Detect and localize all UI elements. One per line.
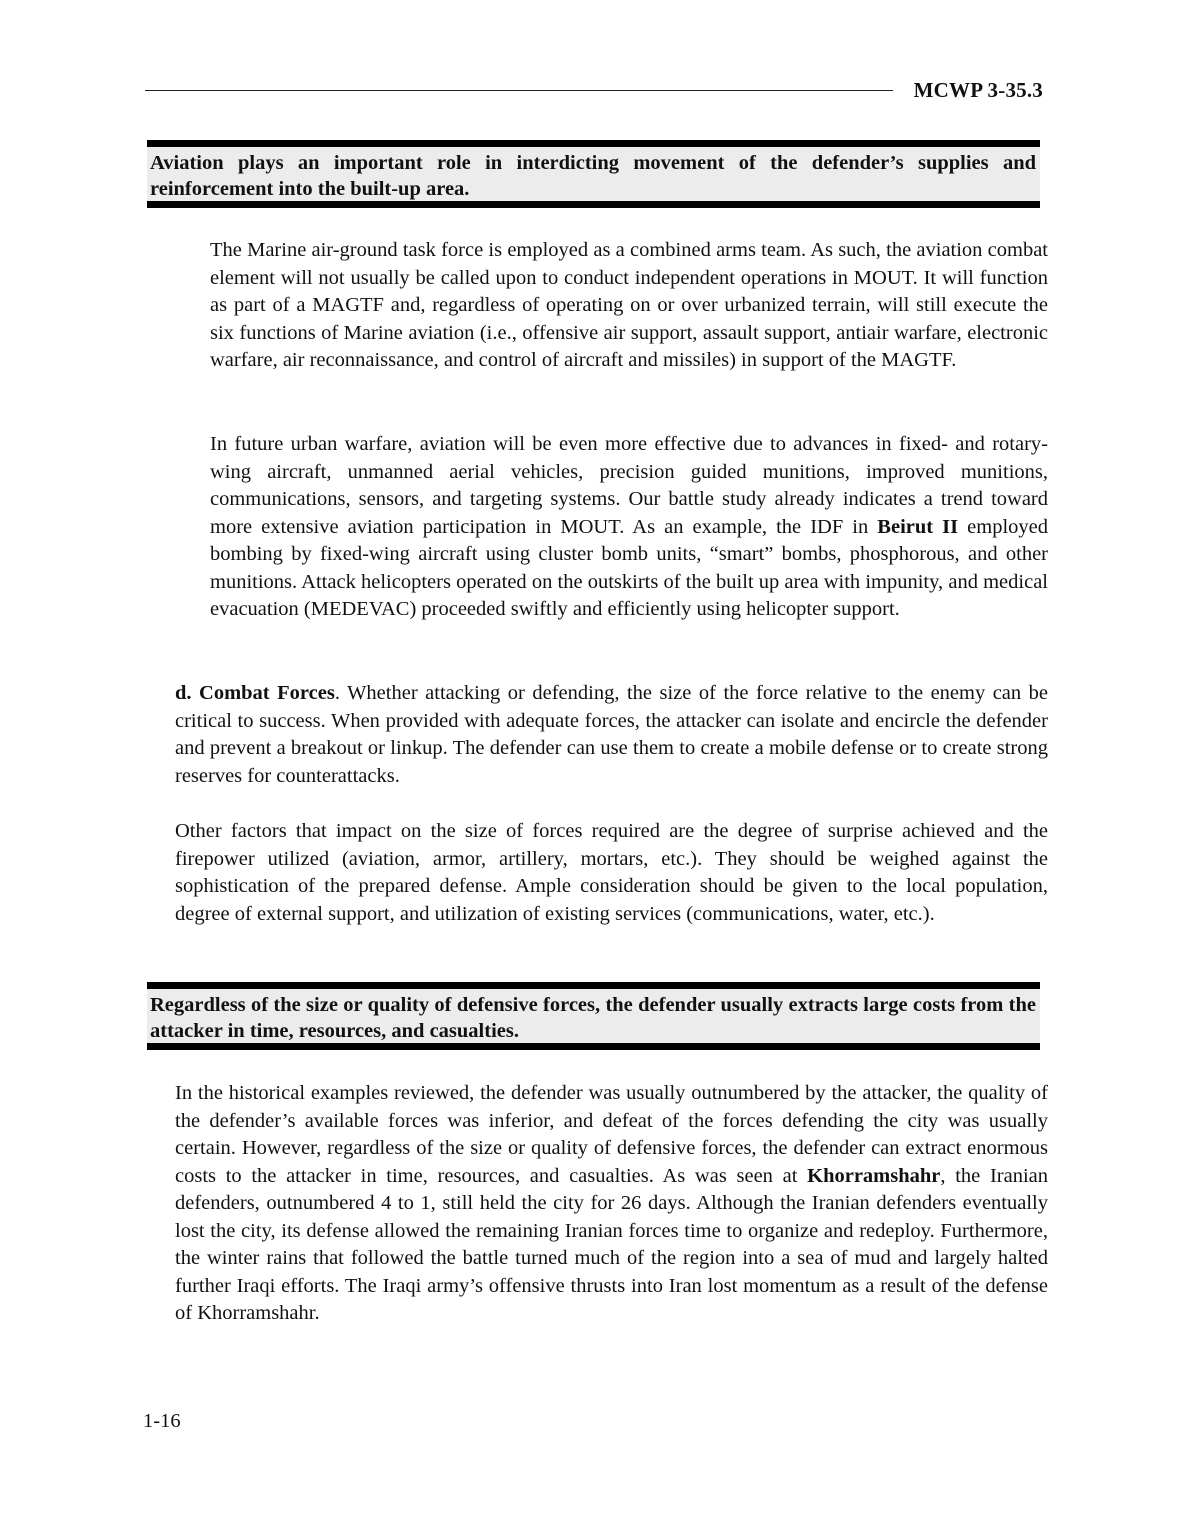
- callout-box-defender-costs: [147, 982, 1040, 1050]
- paragraph-text: In the historical examples reviewed, the defender was usually outnumbered by the attacker, the quality of the defender’s available forces was inferior, and defeat of the forces defending the city was usually certain. However, regardless of the size or quality of defensive forces, the defender can extract enormous costs to the attacker in time, resources, and casualties. As was seen at: [175, 1082, 1048, 1187]
- bold-term-beirut: Beirut II: [877, 515, 959, 538]
- header-rule: [145, 90, 893, 91]
- paragraph-future-urban-warfare: [210, 431, 1048, 624]
- paragraph-other-factors: Other factors that impact on the size of forces required are the degree of surprise achieved and the firepower utilized (aviation, armor, artillery, mortars, etc.). They should be weighed against the sophistication of the prepared defense. Ample consideration should be given to the local population, degree of external support, and utilization of existing services (communications, water, etc.).: [175, 820, 1048, 925]
- document-id: MCWP 3-35.3: [913, 78, 1043, 102]
- paragraph-text: , the Iranian defenders, outnumbered 4 to 1, still held the city for 26 days. Although the Iranian defenders eventually lost the city, its defense allowed the remaining Iranian forces time to organize and redeploy. Furthermore, the winter rains that followed the battle turned much of the region into a sea of mud and largely halted further Iraqi efforts. The Iraqi army’s offensive thrusts into Iran lost momentum as a result of the defense of Khorramshahr.: [175, 1164, 1049, 1324]
- bold-term-khorramshahr: Khorramshahr: [807, 1164, 941, 1187]
- paragraph-text: employed bombing by fixed-wing aircraft using cluster bomb units, “smart” bombs, phosphorous, and other munitions. Attack helicopters operated on the outskirts of the built up area with impunity, and medical evacuation (MEDEVAC) proceeded swiftly and efficiently using helicopter support.: [210, 515, 1049, 620]
- section-heading-combat-forces: d. Combat Forces: [175, 682, 335, 704]
- paragraph-text: . Whether attacking or defending, the size of the force relative to the enemy can be critical to success. When provided with adequate forces, the attacker can isolate and encircle the defender and prevent a breakout or linkup. The defender can use them to create a mobile defense or to create strong reserves for counterattacks.: [175, 682, 1049, 787]
- callout-text: Regardless of the size or quality of defensive forces, the defender usually extracts large costs from the attacker in time, resources, and casualties.: [150, 994, 1036, 1042]
- paragraph-historical-examples: [175, 1080, 1048, 1328]
- paragraph-text: In future urban warfare, aviation will be even more effective due to advances in fixed- and rotary-wing aircraft, unmanned aerial vehicles, precision guided munitions, improved munitions, communications, sensors, and targeting systems. Our battle study already indicates a trend toward more extensive aviation participation in MOUT. As an example, the IDF in: [210, 433, 1048, 538]
- callout-box-aviation: [147, 140, 1040, 208]
- paragraph-combat-forces: [175, 680, 1048, 790]
- page-header: [145, 80, 1045, 106]
- page-number: 1-16: [143, 1410, 181, 1432]
- callout-text: Aviation plays an important role in interdicting movement of the defender’s supplies and reinforcement into the built-up area.: [150, 152, 1036, 200]
- paragraph-magtf: The Marine air-ground task force is employed as a combined arms team. As such, the aviation combat element will not usually be called upon to conduct independent operations in MOUT. It will function as part of a MAGTF and, regardless of operating on or over urbanized terrain, will still execute the six functions of Marine aviation (i.e., offensive air support, assault support, antiair warfare, electronic warfare, air reconnaissance, and control of aircraft and missiles) in support of the MAGTF.: [210, 239, 1048, 371]
